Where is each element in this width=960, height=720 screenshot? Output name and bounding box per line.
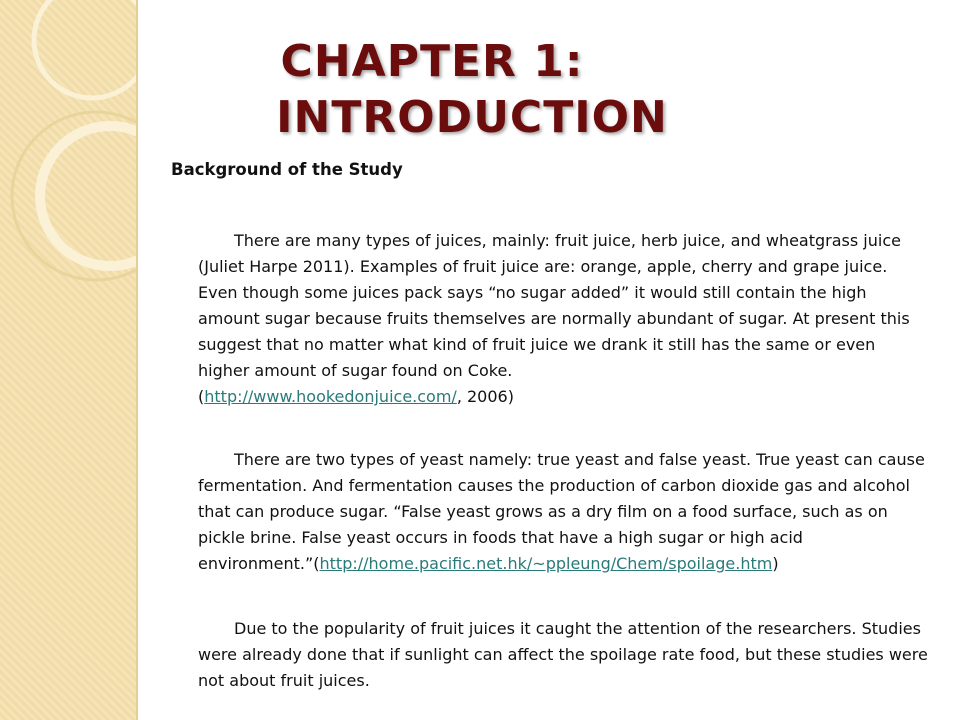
paragraph-text: There are two types of yeast namely: true yeast and false yeast. True yeast can cause fermentation. And fermentation causes the production of carbon dioxide gas and alcohol that can produce sugar. “False yeast grows as a dry film on a food surface, such as on pickle brine. False yeast occurs in foods that have a high sugar or high acid environment.”(: [198, 450, 925, 573]
citation-open: (: [198, 387, 205, 406]
chapter-title: CHAPTER 1:: [280, 36, 584, 87]
chapter-subtitle: INTRODUCTION: [276, 92, 668, 143]
section-heading: Background of the Study: [171, 160, 403, 179]
paragraph-juices: [198, 228, 918, 410]
paragraph-popularity: [198, 616, 928, 694]
spoilage-link[interactable]: http://home.pacific.net.hk/~ppleung/Chem/spoilage.htm: [319, 554, 773, 573]
hookedonjuice-link[interactable]: http://www.hookedonjuice.com/: [204, 387, 457, 406]
paragraph-text: There are many types of juices, mainly: fruit juice, herb juice, and wheatgrass juice (Juliet Harpe 2011). Examples of fruit juice are: orange, apple, cherry and grape juice. Even though some juices pack says “no sugar added” it would still contain the high amount sugar because fruits themselves are normally abundant of sugar. At present this suggest that no matter what kind of fruit juice we drank it still has the same or even higher amount of sugar found on Coke.: [198, 231, 910, 380]
citation-close: , 2006): [456, 387, 514, 406]
citation-close: ): [772, 554, 779, 573]
paragraph-yeast: [198, 447, 928, 577]
paragraph-text: Due to the popularity of fruit juices it caught the attention of the researchers. Studies were already done that if sunlight can affect the spoilage rate food, but these studies were not about fruit juices.: [198, 619, 928, 690]
